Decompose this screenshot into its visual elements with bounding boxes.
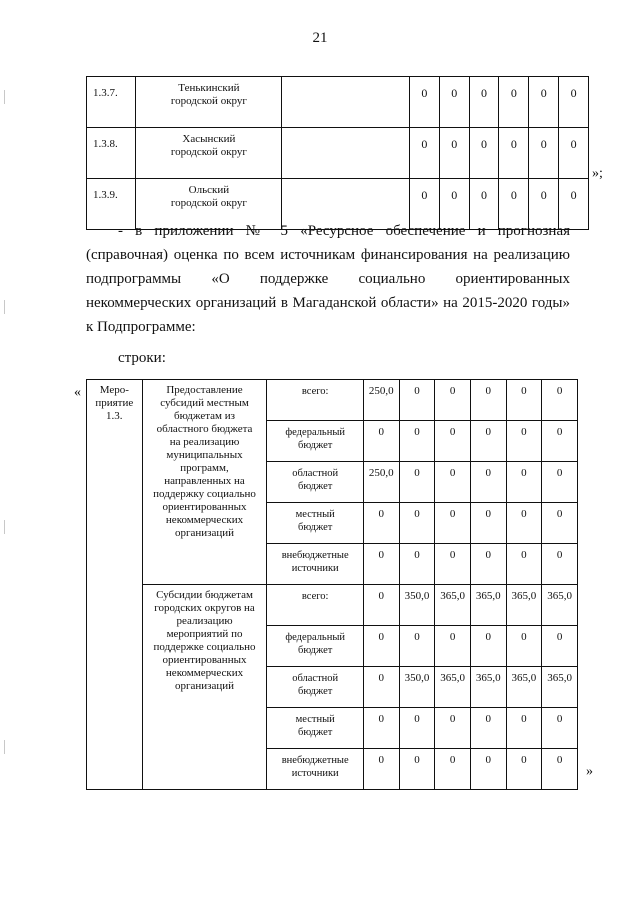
funding-source: [267, 421, 364, 462]
value-cell: 365,0: [506, 667, 542, 708]
funding-source: [267, 626, 364, 667]
value-cell: 0: [399, 544, 435, 585]
description-line: организаций: [174, 527, 235, 539]
funding-source-line: внебюджетные: [281, 550, 349, 561]
description-line: городских округов на: [154, 602, 255, 614]
value-cell: 0: [470, 421, 506, 462]
scan-edge-mark: [4, 740, 5, 754]
funding-source: [267, 380, 364, 421]
value-cell: 0: [363, 585, 399, 626]
value-cell: 0: [363, 421, 399, 462]
row-code: 1.3.9.: [87, 179, 136, 230]
funding-source: [267, 585, 364, 626]
paragraph-line: (справочная) оценка по всем источникам финансирования на реализацию: [86, 247, 570, 263]
funding-source-line: бюджет: [298, 645, 333, 656]
district-name: [136, 128, 282, 179]
value-cell: 0: [435, 749, 471, 790]
value-cell: 0: [542, 380, 578, 421]
value-cell: 0: [542, 503, 578, 544]
table-row: [87, 585, 578, 626]
description-line: ориентированных: [162, 654, 247, 666]
value-cell: 365,0: [542, 667, 578, 708]
description-line: некоммерческих: [165, 514, 244, 526]
district-name-line2: городской округ: [170, 197, 247, 209]
district-name-line2: городской округ: [170, 146, 247, 158]
description-line: поддержку социально: [153, 488, 256, 500]
value-cell: 0: [435, 421, 471, 462]
table-row: [87, 128, 589, 179]
page-number: 21: [312, 30, 328, 46]
value-cell: 365,0: [542, 585, 578, 626]
value-cell: 0: [439, 128, 469, 179]
district-name-line2: городской округ: [170, 95, 247, 107]
value-cell: 365,0: [470, 667, 506, 708]
value-cell: 0: [506, 462, 542, 503]
value-cell: 0: [435, 544, 471, 585]
table1-closing-mark: »;: [592, 166, 603, 181]
value-cell: 0: [542, 749, 578, 790]
value-cell: 0: [469, 77, 499, 128]
description-line: реализацию: [176, 615, 233, 627]
value-cell: 0: [499, 179, 529, 230]
value-cell: 0: [506, 380, 542, 421]
funding-source: [267, 503, 364, 544]
value-cell: 0: [409, 128, 439, 179]
resource-allocation-table: [86, 379, 578, 790]
value-cell: 0: [499, 77, 529, 128]
empty-cell: [282, 77, 410, 128]
value-cell: 0: [399, 708, 435, 749]
value-cell: 0: [506, 503, 542, 544]
row-code: 1.3.8.: [87, 128, 136, 179]
funding-source-line: федеральный: [285, 632, 346, 643]
value-cell: 365,0: [435, 585, 471, 626]
empty-cell: [282, 128, 410, 179]
funding-source-line: бюджет: [298, 522, 333, 533]
value-cell: 0: [363, 667, 399, 708]
value-cell: 365,0: [506, 585, 542, 626]
value-cell: 0: [439, 179, 469, 230]
value-cell: 0: [506, 626, 542, 667]
funding-source-line: всего:: [301, 386, 329, 397]
value-cell: 0: [559, 128, 589, 179]
district-name: [136, 77, 282, 128]
funding-source-line: бюджет: [298, 727, 333, 738]
value-cell: 0: [409, 77, 439, 128]
description-line: муниципальных: [166, 449, 243, 461]
close-quote: »: [586, 764, 593, 779]
district-name-line1: Тенькинский: [178, 82, 240, 94]
paragraph-line: - в приложении № 5 «Ресурсное обеспечение и прогнозная: [118, 223, 570, 239]
paragraph-line: некоммерческих организаций в Магаданской области» на 2015-2020 годы»: [86, 295, 570, 311]
value-cell: 365,0: [470, 585, 506, 626]
value-cell: 0: [399, 462, 435, 503]
value-cell: 0: [363, 708, 399, 749]
value-cell: 250,0: [363, 380, 399, 421]
description-line: программ,: [180, 462, 229, 474]
value-cell: 0: [499, 128, 529, 179]
description-line: организаций: [174, 680, 235, 692]
value-cell: 0: [506, 544, 542, 585]
value-cell: 0: [542, 421, 578, 462]
funding-source-line: федеральный: [285, 427, 346, 438]
description-line: ориентированных: [162, 501, 247, 513]
description-line: мероприятий по: [166, 628, 243, 640]
activity-description: [142, 585, 267, 790]
value-cell: 0: [529, 179, 559, 230]
value-cell: 0: [469, 179, 499, 230]
description-line: областного бюджета: [156, 423, 253, 435]
scan-edge-mark: [4, 300, 5, 314]
value-cell: 0: [470, 503, 506, 544]
description-line: Предоставление: [166, 384, 243, 396]
value-cell: 0: [470, 749, 506, 790]
value-cell: 0: [399, 749, 435, 790]
value-cell: 0: [363, 749, 399, 790]
value-cell: 0: [529, 128, 559, 179]
value-cell: 0: [435, 462, 471, 503]
description-line: направленных на: [164, 475, 245, 487]
funding-source: [267, 708, 364, 749]
value-cell: 0: [409, 179, 439, 230]
scan-edge-mark: [4, 90, 5, 104]
value-cell: 0: [470, 462, 506, 503]
description-line: Субсидии бюджетам: [156, 589, 253, 601]
value-cell: 0: [399, 626, 435, 667]
description-line: поддержке социально: [153, 641, 256, 653]
value-cell: 0: [470, 380, 506, 421]
value-cell: 0: [542, 544, 578, 585]
amendment-paragraph: [86, 219, 570, 339]
funding-source: [267, 667, 364, 708]
value-cell: 0: [399, 380, 435, 421]
value-cell: 0: [399, 421, 435, 462]
value-cell: 0: [470, 626, 506, 667]
value-cell: 0: [435, 503, 471, 544]
funding-source: [267, 462, 364, 503]
measure-line: приятие: [95, 397, 134, 409]
value-cell: 0: [542, 708, 578, 749]
value-cell: 365,0: [435, 667, 471, 708]
funding-source-line: областной: [292, 673, 339, 684]
value-cell: 0: [559, 77, 589, 128]
value-cell: 0: [439, 77, 469, 128]
measure-line: Меро-: [99, 384, 129, 396]
funding-source-line: областной: [292, 468, 339, 479]
funding-source-line: источники: [291, 768, 339, 779]
description-line: субсидий местным: [160, 397, 249, 409]
value-cell: 0: [435, 708, 471, 749]
paragraph-line: к Подпрограмме:: [86, 319, 196, 335]
funding-source-line: бюджет: [298, 686, 333, 697]
row-code: 1.3.7.: [87, 77, 136, 128]
measure-line: 1.3.: [106, 410, 123, 422]
paragraph-line: подпрограммы «О поддержке социально ориентированных: [86, 271, 570, 287]
rows-label: строки:: [118, 350, 166, 366]
value-cell: 0: [363, 544, 399, 585]
funding-source-line: местный: [295, 714, 335, 725]
value-cell: 0: [435, 626, 471, 667]
value-cell: 0: [470, 544, 506, 585]
value-cell: 0: [542, 626, 578, 667]
description-line: на реализацию: [169, 436, 240, 448]
funding-source: [267, 544, 364, 585]
measure-cell: [87, 380, 143, 790]
value-cell: 0: [506, 708, 542, 749]
value-cell: 0: [469, 128, 499, 179]
description-line: некоммерческих: [165, 667, 244, 679]
district-name-line1: Ольский: [188, 184, 230, 196]
municipal-districts-table: [86, 76, 589, 230]
value-cell: 0: [363, 626, 399, 667]
value-cell: 0: [506, 749, 542, 790]
value-cell: 0: [399, 503, 435, 544]
funding-source-line: всего:: [301, 591, 329, 602]
value-cell: 350,0: [399, 667, 435, 708]
value-cell: 350,0: [399, 585, 435, 626]
funding-source: [267, 749, 364, 790]
table-row: [87, 77, 589, 128]
table-row: [87, 380, 578, 421]
district-name-line1: Хасынский: [182, 133, 236, 145]
value-cell: 0: [529, 77, 559, 128]
funding-source-line: местный: [295, 509, 335, 520]
funding-source-line: источники: [291, 563, 339, 574]
funding-source-line: бюджет: [298, 440, 333, 451]
value-cell: 0: [470, 708, 506, 749]
activity-description: [142, 380, 267, 585]
value-cell: 0: [363, 503, 399, 544]
scan-edge-mark: [4, 520, 5, 534]
open-quote: «: [74, 385, 81, 400]
value-cell: 0: [506, 421, 542, 462]
value-cell: 0: [435, 380, 471, 421]
value-cell: 0: [559, 179, 589, 230]
value-cell: 250,0: [363, 462, 399, 503]
funding-source-line: внебюджетные: [281, 755, 349, 766]
description-line: бюджетам из: [174, 410, 235, 422]
funding-source-line: бюджет: [298, 481, 333, 492]
value-cell: 0: [542, 462, 578, 503]
